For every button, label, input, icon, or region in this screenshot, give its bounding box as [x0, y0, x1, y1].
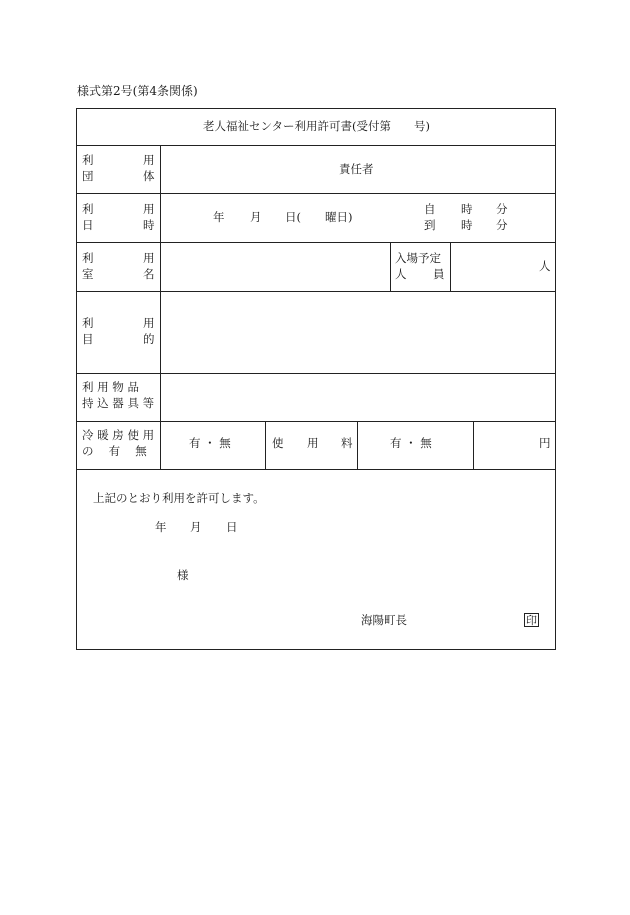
row-divider [77, 373, 555, 374]
equipment-label-line1: 利 用 物 品 [82, 380, 139, 394]
cell-divider [473, 421, 474, 469]
label-char: 用 [143, 316, 155, 330]
label-char: 日 [82, 218, 94, 232]
attendees-label-char: 員 [433, 267, 445, 281]
form-title: 老人福祉センター利用許可書(受付第 号) [203, 119, 431, 133]
responsible-person-label: 責任者 [339, 162, 374, 176]
time-hour-label: 時 [461, 218, 473, 232]
cell-divider [450, 242, 451, 291]
label-char: 体 [143, 169, 155, 183]
label-char: 室 [82, 267, 94, 281]
fee-label-char: 使 [272, 436, 284, 450]
row-divider [77, 469, 555, 470]
label-char: 利 [82, 251, 94, 265]
label-char: 時 [143, 218, 155, 232]
attendees-label-top: 入場予定 [395, 251, 441, 265]
date-weekday: 曜日) [325, 210, 353, 224]
issue-year: 年 [155, 520, 167, 534]
seal-mark: 印 [526, 614, 537, 627]
date-month: 月 [250, 210, 262, 224]
row-divider [77, 421, 555, 422]
attendees-label-char: 人 [395, 267, 407, 281]
cell-divider [357, 421, 358, 469]
label-char: 目 [82, 332, 94, 346]
addressee-honorific: 様 [177, 568, 189, 582]
aircon-yes-no: 有 ・ 無 [189, 436, 231, 450]
label-char: 利 [82, 202, 94, 216]
persons-unit: 人 [539, 259, 551, 273]
row-divider [77, 291, 555, 292]
label-char: 利 [82, 153, 94, 167]
time-to-label: 到 [424, 218, 436, 232]
label-char: 的 [143, 332, 155, 346]
date-year: 年 [213, 210, 225, 224]
signatory: 海陽町長 [361, 613, 407, 627]
issue-day: 日 [226, 520, 238, 534]
cell-divider [390, 242, 391, 291]
fee-label-char: 料 [341, 436, 353, 450]
time-minute-label: 分 [496, 202, 508, 216]
label-column-divider [160, 145, 161, 469]
form-number: 様式第2号(第4条関係) [77, 84, 198, 98]
date-day: 日( [285, 210, 301, 224]
time-hour-label: 時 [461, 202, 473, 216]
label-char: 利 [82, 316, 94, 330]
label-char: 用 [143, 251, 155, 265]
label-char: 用 [143, 153, 155, 167]
fee-label-char: 用 [307, 436, 319, 450]
row-divider [77, 193, 555, 194]
cell-divider [265, 421, 266, 469]
issue-month: 月 [190, 520, 202, 534]
equipment-label-line2: 持 込 器 具 等 [82, 396, 155, 410]
permission-statement: 上記のとおり利用を許可します。 [93, 491, 265, 505]
time-from-label: 自 [424, 202, 436, 216]
yen-unit: 円 [539, 436, 551, 450]
time-minute-label: 分 [496, 218, 508, 232]
fee-yes-no: 有 ・ 無 [390, 436, 432, 450]
label-char: 団 [82, 169, 94, 183]
label-char: 名 [143, 267, 155, 281]
aircon-label-line1: 冷 暖 房 使 用 [82, 428, 155, 442]
row-divider [77, 145, 555, 146]
row-divider [77, 242, 555, 243]
permit-form-table [76, 108, 556, 650]
aircon-label-line2: の 有 無 [82, 444, 147, 458]
label-char: 用 [143, 202, 155, 216]
